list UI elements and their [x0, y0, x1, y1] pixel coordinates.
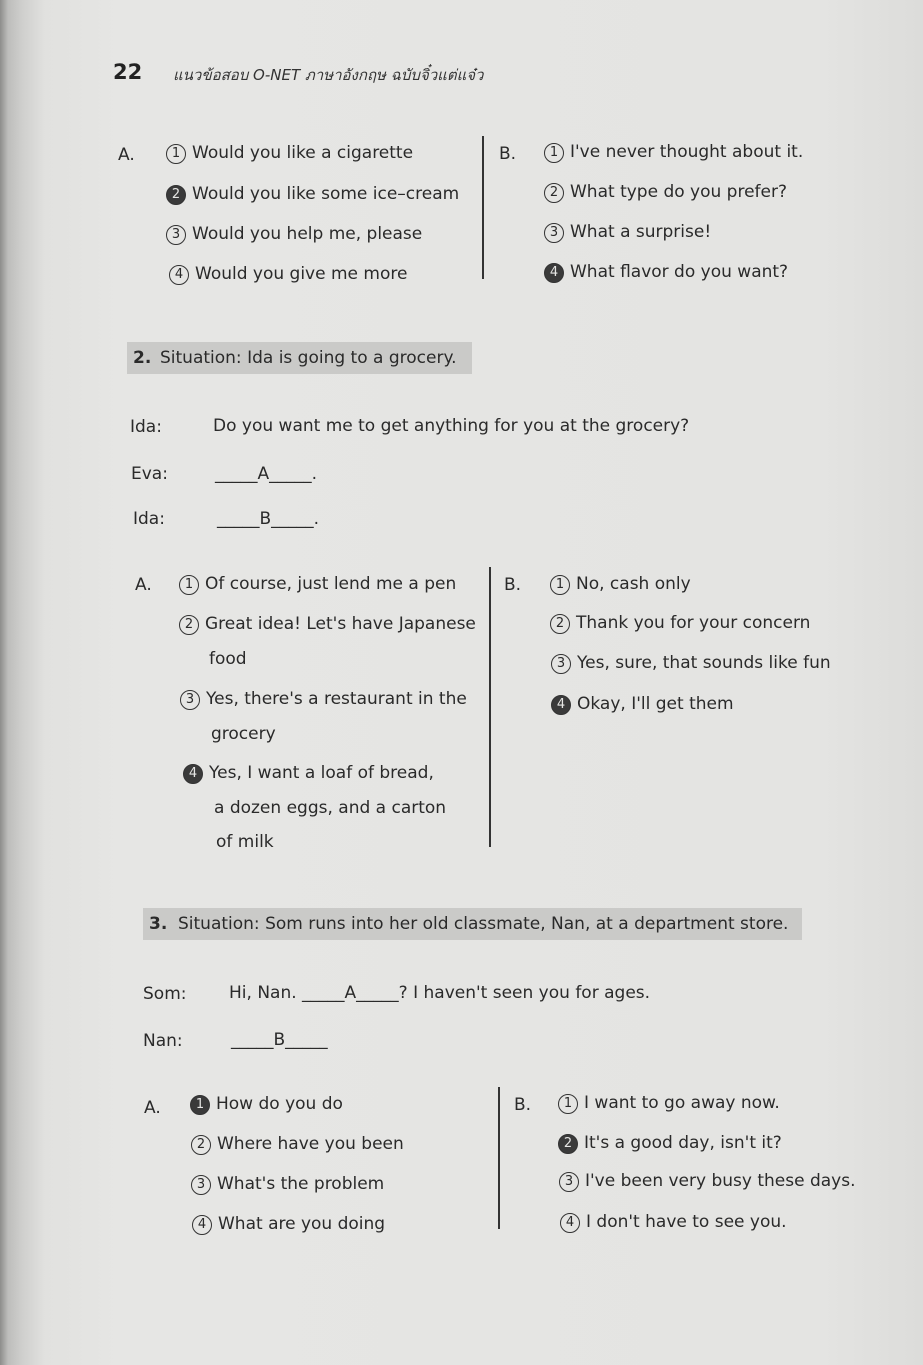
- q1-b-label: B.: [499, 144, 517, 164]
- q1-column-divider: [482, 136, 484, 279]
- book-title: แนวข้อสอบ O-NET ภาษาอังกฤษ ฉบับจิ๋วแต่แจ๋ว: [173, 66, 484, 84]
- q2-a-option-4-cont-2: of milk: [216, 832, 274, 852]
- q3-situation: Situation: Som runs into her old classmate, Nan, at a department store.: [178, 914, 789, 934]
- q2-situation: Situation: Ida is going to a grocery.: [160, 348, 457, 368]
- q3-b-option-4: 4 I don't have to see you.: [560, 1212, 787, 1233]
- q3-a-option-3: 3 What's the problem: [191, 1174, 384, 1195]
- page-number: 22: [113, 60, 143, 84]
- q3-b-option-1: 1 I want to go away now.: [558, 1093, 780, 1114]
- q1-a-option-2-selected: 2 Would you like some ice–cream: [166, 184, 459, 205]
- q2-speaker-eva: Eva:: [131, 464, 168, 484]
- q3-a-option-2: 2 Where have you been: [191, 1134, 404, 1155]
- q3-b-label: B.: [514, 1095, 532, 1115]
- q2-b-option-3: 3 Yes, sure, that sounds like fun: [551, 653, 831, 674]
- q1-a-option-1: 1 Would you like a cigarette: [166, 143, 413, 164]
- q2-a-label: A.: [135, 575, 152, 595]
- q3-column-divider: [498, 1087, 500, 1229]
- q2-a-option-2: 2 Great idea! Let's have Japanese: [179, 614, 476, 635]
- q2-number: 2.: [133, 348, 152, 368]
- q2-a-option-4-cont-1: a dozen eggs, and a carton: [214, 798, 447, 818]
- q2-speaker-ida: Ida:: [130, 417, 162, 437]
- q3-a-option-1-selected: 1 How do you do: [190, 1094, 343, 1115]
- q3-speaker-som: Som:: [143, 984, 187, 1004]
- q3-a-option-4: 4 What are you doing: [192, 1214, 385, 1235]
- q2-column-divider: [489, 567, 491, 847]
- q2-blank-a: _____A_____.: [215, 464, 318, 484]
- q2-a-option-3-cont: grocery: [211, 724, 276, 744]
- q2-a-option-3: 3 Yes, there's a restaurant in the: [180, 689, 467, 710]
- q3-number: 3.: [149, 914, 168, 934]
- q3-b-option-3: 3 I've been very busy these days.: [559, 1171, 856, 1192]
- q1-b-option-1: 1 I've never thought about it.: [544, 142, 803, 163]
- q1-b-option-2: 2 What type do you prefer?: [544, 182, 787, 203]
- q2-b-label: B.: [504, 575, 522, 595]
- q3-a-label: A.: [144, 1098, 161, 1118]
- q2-line-ida: Do you want me to get anything for you at the grocery?: [213, 416, 690, 436]
- q2-a-option-4-selected: 4 Yes, I want a loaf of bread,: [183, 763, 434, 784]
- q2-a-option-2-cont: food: [209, 649, 247, 669]
- q3-blank-b: _____B_____: [231, 1030, 328, 1050]
- q2-situation-box: [127, 342, 472, 374]
- q2-b-option-1: 1 No, cash only: [550, 574, 691, 595]
- q1-a-option-4: 4 Would you give me more: [169, 264, 407, 285]
- q2-speaker-ida-2: Ida:: [133, 509, 165, 529]
- q1-a-option-3: 3 Would you help me, please: [166, 224, 422, 245]
- q2-b-option-2: 2 Thank you for your concern: [550, 613, 810, 634]
- q3-situation-box: [143, 908, 802, 940]
- q2-a-option-1: 1 Of course, just lend me a pen: [179, 574, 456, 595]
- q1-a-label: A.: [118, 145, 135, 165]
- q1-b-option-4-selected: 4 What flavor do you want?: [544, 262, 788, 283]
- q3-line-som: Hi, Nan. _____A_____? I haven't seen you for ages.: [229, 983, 651, 1003]
- q1-b-option-3: 3 What a surprise!: [544, 222, 711, 243]
- q3-b-option-2-selected: 2 It's a good day, isn't it?: [558, 1133, 782, 1154]
- q2-blank-b: _____B_____.: [217, 509, 320, 529]
- q2-b-option-4-selected: 4 Okay, I'll get them: [551, 694, 734, 715]
- q3-speaker-nan: Nan:: [143, 1031, 183, 1051]
